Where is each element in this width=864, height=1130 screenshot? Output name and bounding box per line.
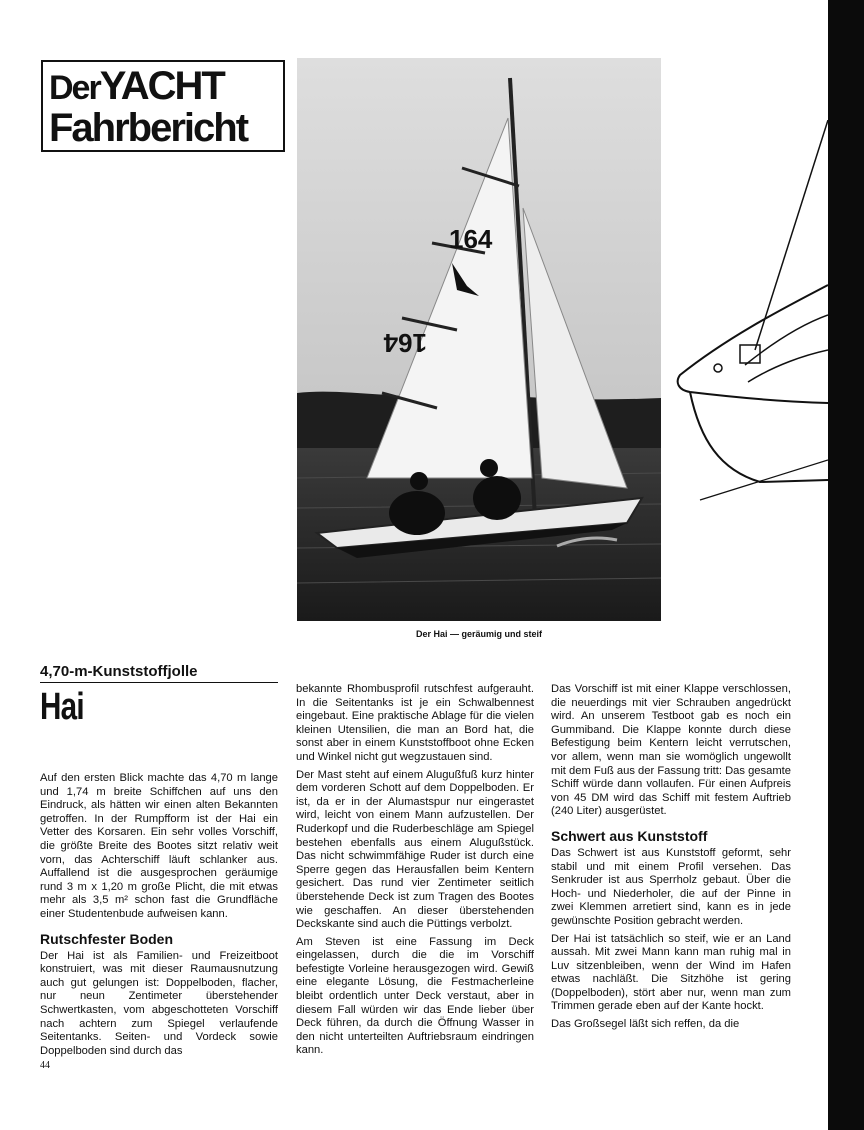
paragraph: Der Hai ist als Familien- und Freizeitboot konstruiert, was mit dieser Raumausnutzung auch gut gelungen ist: Doppelboden, flacher, nur neun Zentimeter überstehender Schwertkasten, vom abgeschotteten Vorschiff nach achtern zum Spiegel verlaufende Seitentanks. Seiten- und Vordeck sowie Doppelboden sind durch das xyxy=(40,949,278,1057)
column-1 xyxy=(40,772,278,1062)
paragraph: Das Vorschiff ist mit einer Klappe verschlossen, die neuerdings mit vier Schrauben angedrückt wird. An unserem Testboot gab es noch ein Gummiband. Die Klappe konnte durch diese Befestigung beim Kentern leicht verrutschen, vor allem, wenn man sie womöglich ungewollt mit dem Fuß aus der Fassung tritt: Das gesamte Schiff würde dann vollaufen. Für einen Aufpreis von 45 DM wird das Schiff mit festem Auftrieb (240 Liter) ausgerüstet. xyxy=(551,683,791,818)
article-kicker: 4,70-m-Kunststoffjolle xyxy=(40,663,198,680)
photo-caption: Der Hai — geräumig und steif xyxy=(415,629,543,639)
subheading: Schwert aus Kunststoff xyxy=(551,827,708,844)
paragraph: Am Steven ist eine Fassung im Deck eingelassen, durch die die im Vorschiff befestigte Vorleine herausgezogen wird. Gewiß eine elegante Lösung, die Festmacherleine bleibt ordentlich unter Deck verstaut, aber in diesem Fall würden wir das Ende lieber über Deck führen, da durch die Öffnung Wasser in den nicht unterteilten Auftriebsraum eindringen kann. xyxy=(296,935,534,1057)
page-number: 44 xyxy=(40,1060,50,1071)
sailing-photo xyxy=(297,58,661,621)
paragraph: Der Hai ist tatsächlich so steif, wie er an Land aussah. Mit zwei Mann kann man ruhig mal in Luv sitzenbleiben, wenn der Wind im Hafen etwas nachläßt. Die Sitzhöhe ist gering (Doppelboden), stört aber nur, wenn man zum Trimmen gerade eben auf der Kante hockt. xyxy=(551,932,791,1013)
column-2 xyxy=(296,683,534,1062)
sail-number-top: 164 xyxy=(449,224,493,254)
logo-fahrbericht: Fahrbericht xyxy=(49,106,248,150)
sail-number-bottom: 164 xyxy=(383,328,427,358)
paragraph: Auf den ersten Blick machte das 4,70 m lange und 1,74 m breite Schiffchen auf uns den Eindruck, als hätten wir einen alten Bekannten getroffen. In der Rumpfform ist der Hai ein Vetter des Korsaren. Ein sehr volles Vorschiff, die größte Breite des Bootes sitzt relativ weit vorn, das Achterschiff läuft schlanker aus. Auffallend ist die ausgesprochen geräumige rund 3 m x 1,20 m große Plicht, die mit etwas mehr als 3,5 m² schon fast die Grundfläche einer Studentenbude aufweisen kann. xyxy=(40,772,278,920)
page-edge-bar xyxy=(828,0,864,1130)
yacht-fahrbericht-logo xyxy=(41,60,285,152)
kicker-rule xyxy=(40,682,278,683)
column-3 xyxy=(551,683,791,1036)
logo-der: Der xyxy=(49,69,100,107)
paragraph: Das Schwert ist aus Kunststoff geformt, sehr stabil und mit einem Profil versehen. Das Senkruder ist aus Sperrholz gebaut. Über die Hoch- und Niederholer, die auf der Pinne in zwei Klemmen arretiert sind, kann es in jede gewünschte Position gebracht werden. xyxy=(551,846,791,927)
logo-yacht: YACHT xyxy=(99,64,224,108)
paragraph: bekannte Rhombusprofil rutschfest aufgerauht. In die Seitentanks ist je ein Schwalbennest eingebaut. Eine praktische Ablage für die vielen kleinen Utensilien, die man an Bord hat, die sonst aber in einem Kunststoffboot ohne Ecken und Winkel nicht gut wegzustauen sind. xyxy=(296,683,534,763)
article-title: Hai xyxy=(40,686,84,728)
paragraph: Der Mast steht auf einem Alugußfuß kurz hinter dem vorderen Schott auf dem Doppelboden. Er ist, da er in der Alumastspur nur eingerastet wird, leicht von einem Mann aufzustellen. Der Ruderkopf und die Ruderbeschläge am Spiegel bestehen ebenfalls aus einem Alugußstück. Das nicht schwimmfähige Ruder ist durch eine Sperre gegen das Herausfallen beim Kentern gesichert. Das rund vier Zentimeter seitlich überstehende Deck ist zum Tragen des Bootes wie geschaffen. An dieser überstehenden Deckskante sind auch die Püttings verbolzt. xyxy=(296,768,534,931)
subheading: Rutschfester Boden xyxy=(40,930,174,947)
bow-line-drawing xyxy=(670,120,828,520)
paragraph: Das Großsegel läßt sich reffen, da die xyxy=(551,1018,740,1031)
